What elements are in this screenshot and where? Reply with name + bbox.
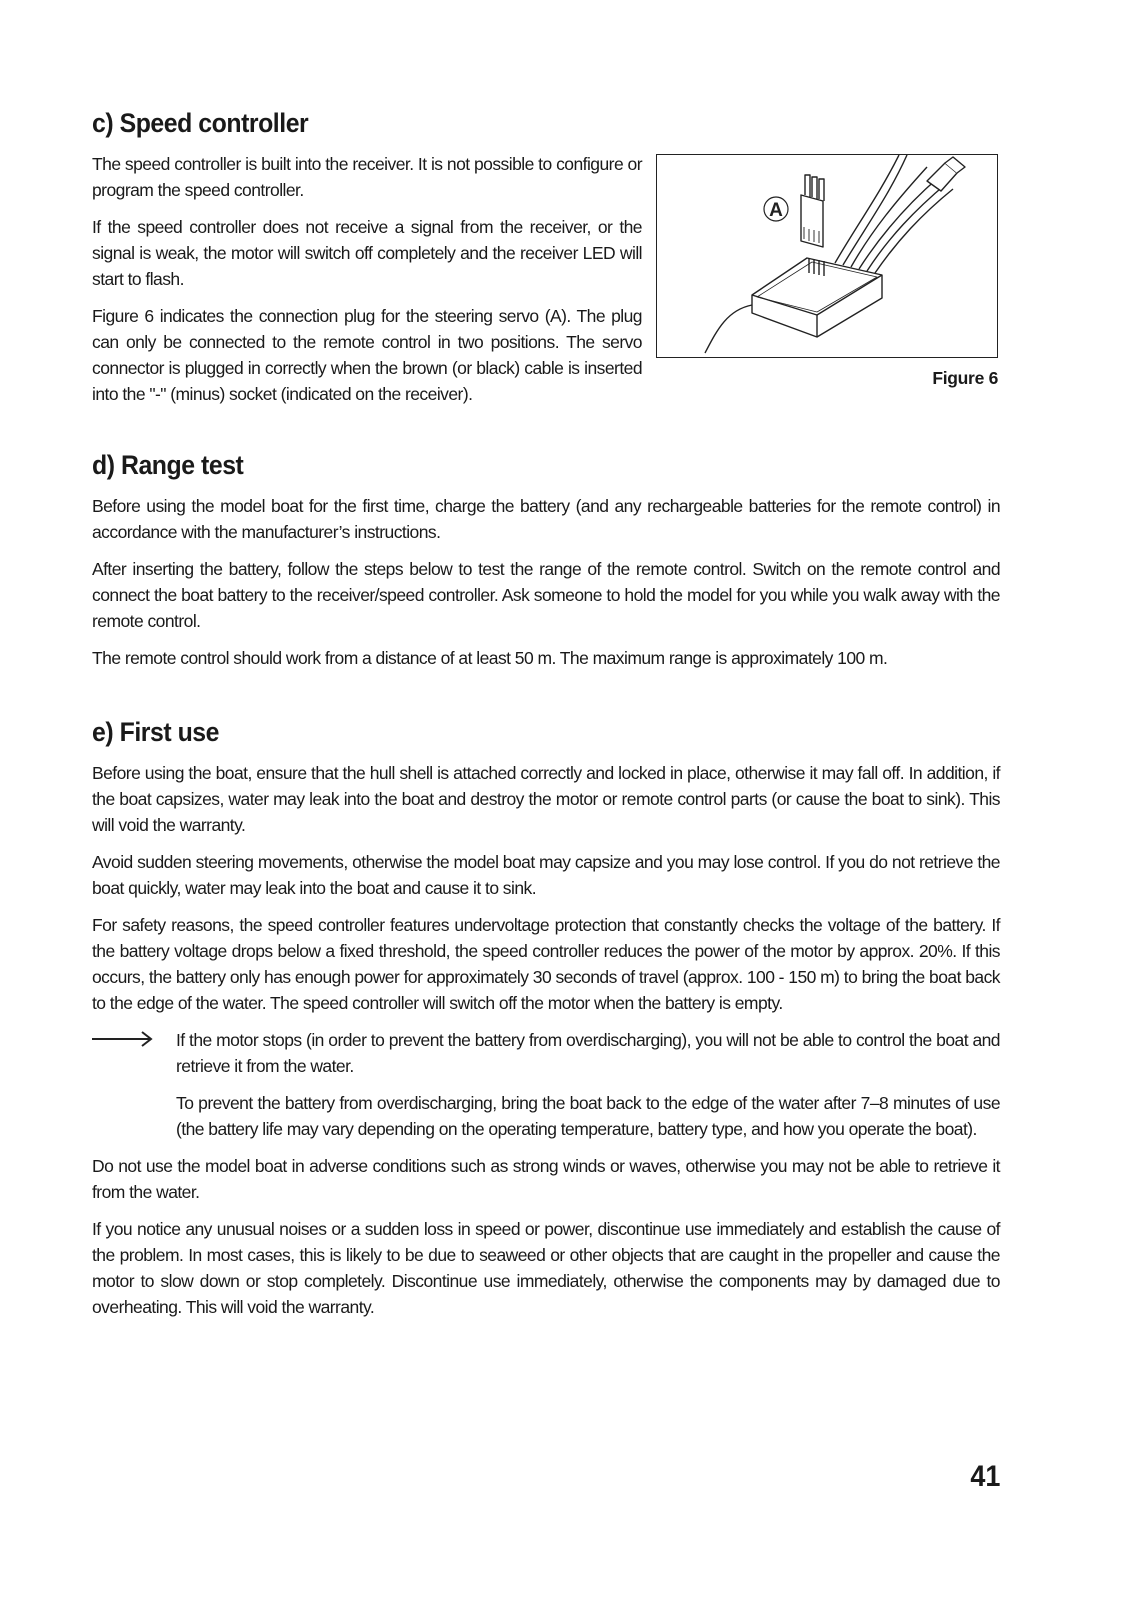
note-paragraph: To prevent the battery from overdischarging, bring the boat back to the edge of the water after 7–8 minutes of use (the battery life may vary depending on the operating temperature, battery type, and how you operate the boat). <box>176 1093 1000 1139</box>
paragraph: Before using the boat, ensure that the hull shell is attached correctly and locked in place, otherwise it may fall off. In addition, if the boat capsizes, water may leak into the boat and destroy the motor or remote control parts (or cause the boat to sink). This will void the warranty. <box>92 763 1000 835</box>
figure-label: A <box>769 200 783 221</box>
section-range-test <box>92 450 1000 682</box>
text-column <box>92 151 642 407</box>
paragraph: For safety reasons, the speed controller features undervoltage protection that constantly checks the voltage of the battery. If the battery voltage drops below a fixed threshold, the speed controller reduces the power of the motor by approx. 20%. If this occurs, the battery only has enough power for approximately 30 seconds of travel (approx. 100 - 150 m) to bring the boat back to the edge of the water. The speed controller will switch off the motor when the battery is empty. <box>92 915 1000 1013</box>
paragraph: Do not use the model boat in adverse conditions such as strong winds or waves, otherwise you may not be able to retrieve it from the water. <box>92 1156 1000 1202</box>
figure-frame <box>656 154 998 358</box>
paragraph: The remote control should work from a distance of at least 50 m. The maximum range is approximately 100 m. <box>92 648 888 668</box>
figure-caption: Figure 6 <box>932 368 998 388</box>
section-title: d) Range test <box>92 450 244 480</box>
paragraph: Figure 6 indicates the connection plug for the steering servo (A). The plug can only be connected to the remote control in two positions. The servo connector is plugged in correctly when the brown (or black) cable is inserted into the "-" (minus) socket (indicated on the receiver). <box>92 306 642 404</box>
paragraph: After inserting the battery, follow the steps below to test the range of the remote control. Switch on the remote control and connect the boat battery to the receiver/speed controller. Ask someone to hold the model for you while you walk away with the remote control. <box>92 559 1000 631</box>
note-paragraph: If the motor stops (in order to prevent the battery from overdischarging), you will not be able to control the boat and retrieve it from the water. <box>176 1030 1000 1076</box>
paragraph: The speed controller is built into the receiver. It is not possible to configure or program the speed controller. <box>92 154 642 200</box>
section-first-use <box>92 717 1000 1331</box>
arrow-right-icon <box>92 1031 156 1047</box>
paragraph: Before using the model boat for the first time, charge the battery (and any rechargeable batteries for the remote control) in accordance with the manufacturer’s instructions. <box>92 496 1000 542</box>
section-title: e) First use <box>92 717 220 747</box>
note-block <box>92 1027 1000 1142</box>
section-title: c) Speed controller <box>92 108 309 138</box>
figure-6 <box>656 154 998 389</box>
manual-page <box>92 0 1000 1601</box>
paragraph: If the speed controller does not receive a signal from the receiver, or the signal is weak, the motor will switch off completely and the receiver LED will start to flash. <box>92 217 642 289</box>
paragraph: Avoid sudden steering movements, otherwise the model boat may capsize and you may lose control. If you do not retrieve the boat quickly, water may leak into the boat and cause it to sink. <box>92 852 1000 898</box>
paragraph: If you notice any unusual noises or a sudden loss in speed or power, discontinue use immediately and establish the cause of the problem. In most cases, this is likely to be due to seaweed or other objects that are caught in the propeller and cause the motor to slow down or stop completely. Discontinue use immediately, otherwise the components may by damaged due to overheating. This will void the warranty. <box>92 1219 1000 1317</box>
receiver-illustration <box>657 155 997 357</box>
section-speed-controller <box>92 108 1000 418</box>
page-number: 41 <box>969 1460 1000 1493</box>
